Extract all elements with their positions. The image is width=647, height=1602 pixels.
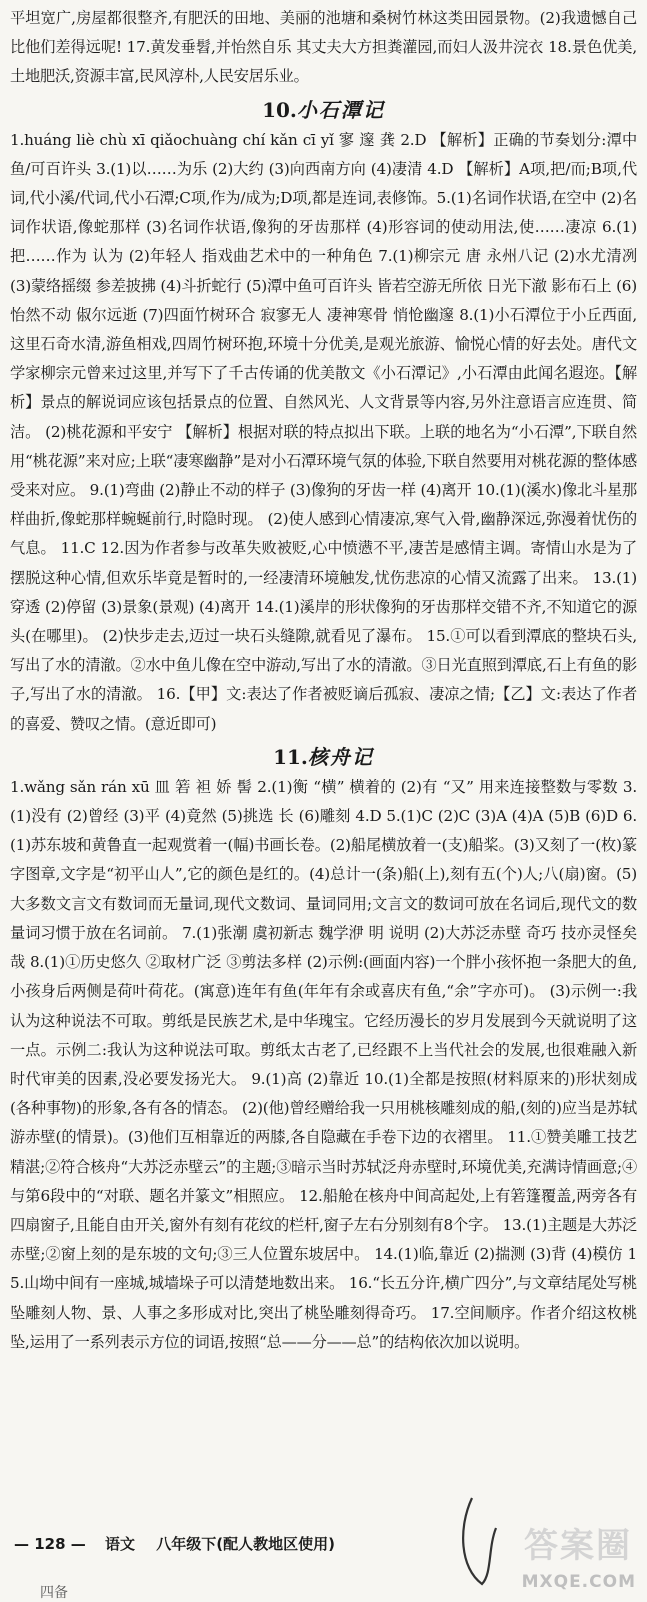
- grade-label: 八年级下(配人教地区使用): [156, 1535, 335, 1553]
- section-11-title: [10, 741, 637, 773]
- section-11-name: 核舟记: [307, 744, 374, 769]
- watermark-logo: [452, 1488, 642, 1596]
- section-10-title: [10, 94, 637, 126]
- section-11-number: 11.: [273, 744, 308, 769]
- section-11-answers: 1.wǎng sǎn rán xū 皿 箬 袒 娇 髻 2.(1)衡 “横” 横着的 (2)有 “又” 用来连接整数与零数 3.(1)没有 (2)曾经 (3)平 (4)竟然 (5)挑选 长 (6)雕刻 4.D 5.(1)C (2)C (3)A (4)A (5)B (6)D 6.(1)苏东坡和黄鲁直一起观赏着一(幅)书画长卷。(2)船尾横放着一(支)船桨。(3)又刻了一(枚)篆字图章,文字是“初平山人”,它的颜色是红的。(4)总计一(条)船(上),刻有五(个)人;八(扇)窗。(5)大多数文言文有数词而无量词,现代文数词、量词同用;文言文的数词可放在名词后,现代文的数量词习惯于放在名词前。 7.(1)张潮 虞初新志 魏学洢 明 说明 (2)大苏泛赤壁 奇巧 技亦灵怪矣哉 8.(1)①历史悠久 ②取材广泛 ③剪法多样 (2)示例:(画面内容)一个胖小孩怀抱一条肥大的鱼,小孩身后两侧是荷叶荷花。(寓意)连年有鱼(年年有余或喜庆有鱼,“余”字亦可)。 (3)示例一:我认为这种说法不可取。剪纸是民族艺术,是中华瑰宝。它经历漫长的岁月发展到今天就说明了这一点。示例二:我认为这种说法可取。剪纸太古老了,已经跟不上当代社会的发展,也很难融入新时代审美的因素,没必要发扬光大。 9.(1)高 (2)靠近 10.(1)全都是按照(材料原来的)形状刻成(各种事物)的形象,各有各的情态。 (2)(他)曾经赠给我一只用桃核雕刻成的船,(刻的)应当是苏轼游赤壁(的情景)。(3)他们互相靠近的两膝,各自隐藏在手卷下边的衣褶里。 11.①赞美雕工技艺精湛;②符合核舟“大苏泛赤壁云”的主题;③暗示当时苏轼泛舟赤壁时,环境优美,充满诗情画意;④与第6段中的“对联、题名并篆文”相照应。 12.船舱在核舟中间高起处,上有箬篷覆盖,两旁各有四扇窗子,且能自由开关,窗外有刻有花纹的栏杆,窗子左右分别刻有8个字。 13.(1)主题是大苏泛赤壁;②窗上刻的是东坡的文句;③三人位置东坡居中。 14.(1)临,靠近 (2)揣测 (3)背 (4)模仿 15.山坳中间有一座城,城墙垛子可以清楚地数出来。 16.“长五分许,横广四分”,与文章结尾处写桃坠雕刻人物、景、人事之多形成对比,突出了桃坠雕刻得奇巧。 17.空间顺序。作者介绍这枚桃坠,运用了一系列表示方位的词语,按照“总——分——总”的结构依次加以说明。: [10, 777, 637, 1351]
- intro-paragraph: 平坦宽广,房屋都很整齐,有肥沃的田地、美丽的池塘和桑树竹林这类田园景物。(2)我遗憾自己比他们差得远呢! 17.黄发垂髫,并怡然自乐 其丈夫大方担粪灌园,而妇人汲井浣衣 18.景色优美,土地肥沃,资源丰富,民风淳朴,人民安居乐业。: [10, 9, 637, 86]
- section-10-name: 小石潭记: [296, 97, 385, 122]
- section-10-answers: 1.huáng liè chù xī qiǎochuàng chí kǎn cī yǐ 寥 邃 龚 2.D 【解析】正确的节奏划分:潭中鱼/可百许头 3.(1)以……为乐 (2)大约 (3)向西南方向 (4)凄清 4.D 【解析】A项,把/而;B项,代词,代小溪/代词,代小石潭;C项,作为/成为;D项,都是连词,表修饰。5.(1)名词作状语,在空中 (2)名词作状语,像蛇那样 (3)名词作状语,像狗的牙齿那样 (4)形容词的使动用法,使……凄凉 6.(1)把……作为 认为 (2)年轻人 指戏曲艺术中的一种角色 7.(1)柳宗元 唐 永州八记 (2)水尤清冽 (3)蒙络摇缀 参差披拂 (4)斗折蛇行 (5)潭中鱼可百许头 皆若空游无所依 日光下澈 影布石上 (6)怡然不动 俶尔远逝 (7)四面竹树环合 寂寥无人 凄神寒骨 悄怆幽邃 8.(1)小石潭位于小丘西面,这里石奇水清,游鱼相戏,四周竹树环抱,环境十分优美,是观光旅游、愉悦心情的好去处。唐代文学家柳宗元曾来过这里,并写下了千古传诵的优美散文《小石潭记》,小石潭由此闻名遐迩。【解析】景点的解说词应该包括景点的位置、自然风光、人文背景等内容,另外注意语言应连贯、简洁。 (2)桃花源和平安宁 【解析】根据对联的特点拟出下联。上联的地名为“小石潭”,下联自然用“桃花源”来对应;上联“凄寒幽静”是对小石潭环境气氛的体验,下联自然要用对桃花源的整体感受来对应。 9.(1)弯曲 (2)静止不动的样子 (3)像狗的牙齿一样 (4)离开 10.(1)(溪水)像北斗星那样曲折,像蛇那样蜿蜒前行,时隐时现。 (2)使人感到心情凄凉,寒气入骨,幽静深远,弥漫着忧伤的气息。 11.C 12.因为作者参与改革失败被贬,心中愤懑不平,凄苦是感情主调。寄情山水是为了摆脱这种心情,但欢乐毕竟是暂时的,一经凄清环境触发,忧伤悲凉的心情又流露了出来。 13.(1)穿透 (2)停留 (3)景象(景观) (4)离开 14.(1)溪岸的形状像狗的牙齿那样交错不齐,不知道它的源头(在哪里)。 (2)快步走去,迈过一块石头缝隙,就看见了瀑布。 15.①可以看到潭底的整块石头,写出了水的清澈。②水中鱼儿像在空中游动,写出了水的清澈。③日光直照到潭底,石上有鱼的影子,写出了水的清澈。 16.【甲】文:表达了作者被贬谪后孤寂、凄凉之情;【乙】文:表达了作者的喜爱、赞叹之情。(意近即可): [10, 130, 637, 733]
- watermark-url: MXQE.COM: [521, 1572, 636, 1592]
- cut-off-text: 四备: [40, 1585, 68, 1601]
- watermark-chinese: 答案圈: [524, 1526, 632, 1566]
- subject-label: 语文: [105, 1535, 136, 1553]
- section-10-number: 10.: [262, 97, 297, 122]
- page-number: — 128 —: [14, 1535, 86, 1553]
